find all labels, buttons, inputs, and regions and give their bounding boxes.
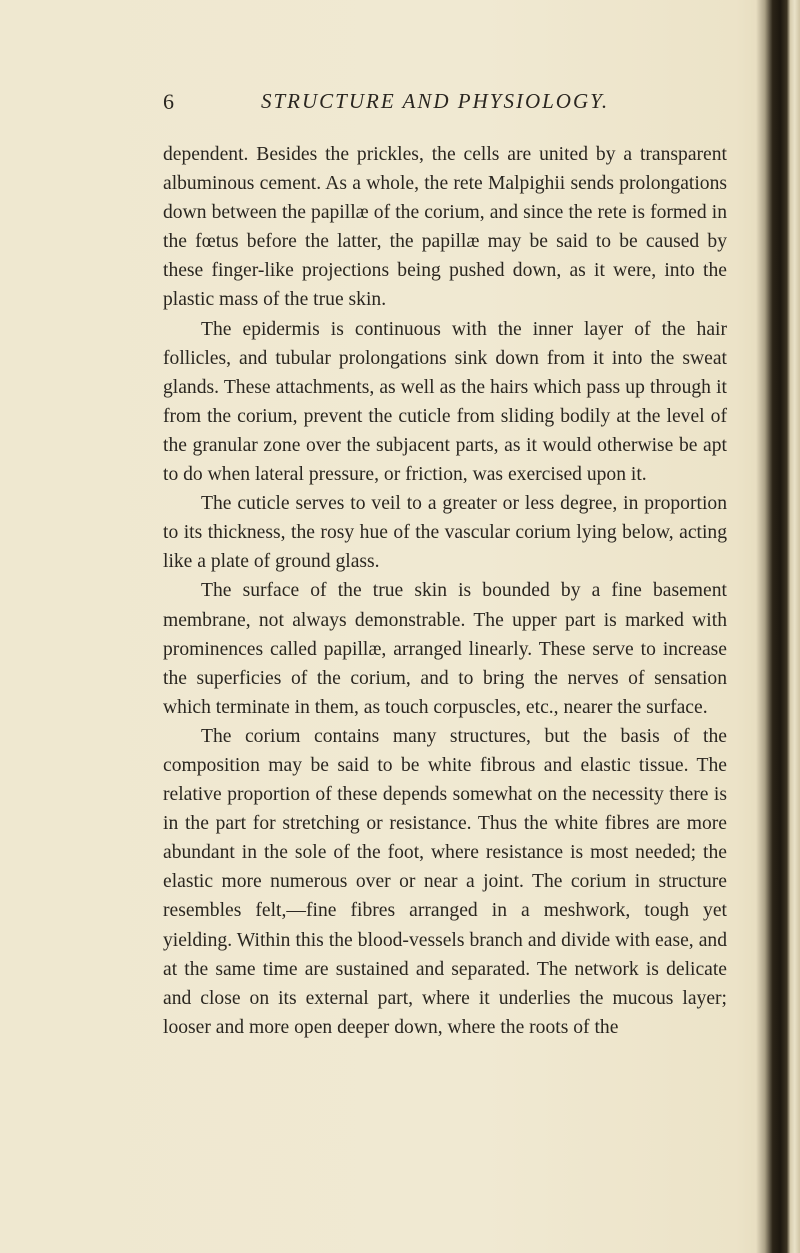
paragraph-continued: dependent. Besides the prickles, the cells are united by a transparent albuminous cement. As a whole, the rete Malpighii sends prolongations down between the papillæ of the corium, and since the rete is formed in the fœtus before the latter, the papillæ may be said to be caused by these finger-like projections being pushed down, as it were, into the plastic mass of the true skin. (163, 144, 727, 311)
paragraph-epidermis: The epidermis is continuous with the inner layer of the hair follicles, and tubular prolongations sink down from it into the sweat glands. These attachments, as well as the hairs which pass up through it from the corium, prevent the cuticle from sliding bodily at the level of the granular zone over the subjacent parts, as it would otherwise be apt to do when lateral pressure, or friction, was exercised upon it. (163, 318, 727, 486)
page-number: 6 (163, 89, 175, 114)
paragraph-corium: The corium contains many structures, but the basis of the composition may be said to be white fibrous and elastic tissue. The relative proportion of these depends somewhat on the necessity there is in the part for stretching or resistance. Thus the white fibres are more abundant in the sole of the foot, where resistance is most needed; the elastic more numerous over or near a joint. The corium in structure resembles felt,—fine fibres arranged in a meshwork, tough yet yielding. Within this the blood-vessels branch and divide with ease, and at the same time are sustained and separated. The network is delicate and close on its external part, where it underlies the mucous layer; looser and more open deeper down, where the roots of the (163, 725, 727, 1038)
page-header (163, 89, 723, 119)
running-head: STRUCTURE AND PHYSIOLOGY. (261, 89, 610, 113)
book-binding-edge (756, 0, 800, 1253)
paragraph-true-skin: The surface of the true skin is bounded by a fine basement membrane, not always demonstrable. The upper part is marked with prominences called papillæ, arranged linearly. These serve to increase the superficies of the corium, and to bring the nerves of sensation which terminate in them, as touch corpuscles, etc., nearer the surface. (163, 580, 727, 718)
paragraph-cuticle: The cuticle serves to veil to a greater or less degree, in proportion to its thickness, the rosy hue of the vascular corium lying below, acting like a plate of ground glass. (163, 493, 727, 573)
body-text (163, 140, 727, 1042)
